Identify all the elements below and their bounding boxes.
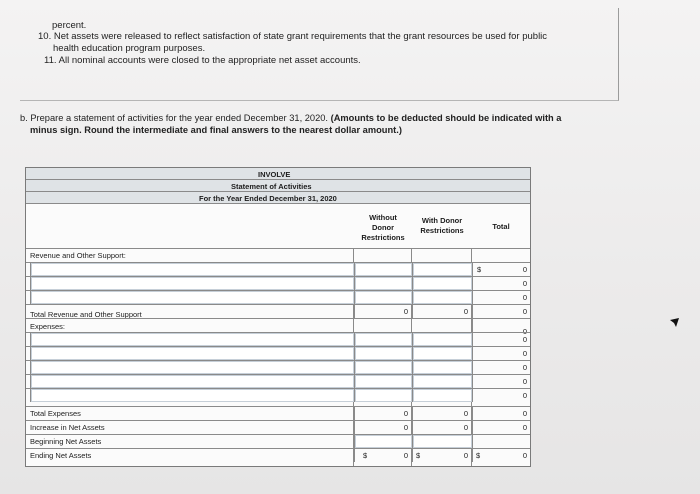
expense-label-input-2[interactable]: [30, 347, 354, 360]
expense-total-value: 0: [522, 327, 527, 336]
expense-with-input-4[interactable]: [412, 375, 472, 388]
label-total-expenses: Total Expenses: [30, 409, 81, 418]
dollar-sign: $: [477, 265, 482, 274]
label-increase-net-assets: Increase in Net Assets: [30, 423, 105, 432]
beginning-without-input[interactable]: [354, 435, 412, 448]
expense-without-input-3[interactable]: [354, 361, 412, 374]
total-expenses-total: [472, 407, 531, 420]
increase-total: [472, 421, 531, 434]
row-ending-net-assets: [26, 448, 530, 463]
beginning-total: [472, 435, 531, 448]
col-without-l3: Restrictions: [361, 233, 405, 242]
expense-label-input-3[interactable]: [30, 361, 354, 374]
table-row: [26, 262, 530, 277]
expense-total-cell-4: [472, 375, 531, 388]
expense-label-input-5[interactable]: [30, 389, 354, 402]
col-without-l2: Donor: [371, 223, 395, 232]
revenue-total-value: 0: [522, 307, 527, 316]
table-row: [26, 276, 530, 291]
ending-without-value: 0: [403, 451, 408, 460]
dollar-sign: $: [416, 451, 421, 460]
total-expenses-without: [354, 407, 412, 420]
total-revenue-with-value: 0: [463, 307, 468, 316]
revenue-label-input-3[interactable]: [30, 291, 354, 304]
revenue-total-value: 0: [522, 265, 527, 274]
table-row: [26, 388, 530, 403]
increase-without-value: 0: [403, 423, 408, 432]
table-row: [26, 374, 530, 389]
expense-total-cell-0: [472, 319, 531, 336]
instruction: [20, 112, 561, 136]
row-beginning-net-assets: [26, 434, 530, 449]
ending-total-value: 0: [522, 451, 527, 460]
expense-total-value: 0: [522, 349, 527, 358]
label-expenses-header: Expenses:: [30, 322, 66, 331]
total-expenses-with: [412, 407, 472, 420]
revenue-total-value: 0: [522, 293, 527, 302]
col-with-l1: With Donor: [421, 216, 463, 225]
row-total-expenses: [26, 406, 530, 421]
total-expenses-with-value: 0: [463, 409, 468, 418]
expense-total-value: 0: [522, 363, 527, 372]
row-expenses-header: [26, 318, 530, 336]
label-beginning-net-assets: Beginning Net Assets: [30, 437, 102, 446]
expense-without-input-4[interactable]: [354, 375, 412, 388]
expense-without-input-5[interactable]: [354, 389, 412, 402]
entity-name: INVOLVE: [258, 170, 291, 179]
beginning-with-input[interactable]: [412, 435, 472, 448]
row-revenue-header: [26, 248, 530, 263]
expense-with-input-1[interactable]: [412, 333, 472, 346]
label-ending-net-assets: Ending Net Assets: [30, 451, 92, 460]
increase-with-value: 0: [463, 423, 468, 432]
dollar-sign: $: [476, 451, 481, 460]
ending-without: [354, 449, 412, 462]
row-total-revenue: [26, 304, 530, 319]
cursor-arrow-icon: [670, 318, 680, 328]
statement-period: For the Year Ended December 31, 2020: [199, 194, 337, 203]
revenue-label-input-2[interactable]: [30, 277, 354, 290]
label-total-revenue: Total Revenue and Other Support: [30, 310, 142, 319]
table-row: [26, 360, 530, 375]
col-with-l2: Restrictions: [420, 226, 464, 235]
dollar-sign: $: [363, 451, 368, 460]
col-without-l1: Without: [369, 213, 397, 222]
total-revenue-without-value: 0: [403, 307, 408, 316]
ending-with: [412, 449, 472, 462]
table-row: [26, 290, 530, 305]
item-11: 11. All nominal accounts were closed to the appropriate net asset accounts.: [44, 55, 361, 66]
revenue-with-input-2[interactable]: [412, 277, 472, 290]
revenue-without-input-1[interactable]: [354, 263, 412, 276]
line-percent: percent.: [52, 20, 87, 31]
increase-with: [412, 421, 472, 434]
revenue-without-input-2[interactable]: [354, 277, 412, 290]
expense-total-cell-1: [472, 333, 531, 346]
expense-total-value: 0: [522, 377, 527, 386]
table-row: [26, 346, 530, 361]
revenue-total-cell-1: [472, 263, 531, 276]
expense-total-cell-3: [472, 361, 531, 374]
expense-without-input-1[interactable]: [354, 333, 412, 346]
instruction-plain: b. Prepare a statement of activities for the year ended December 31, 2020.: [20, 113, 331, 123]
expense-without-input-2[interactable]: [354, 347, 412, 360]
expense-label-input-1[interactable]: [30, 333, 354, 346]
expense-total-value: 0: [522, 391, 527, 400]
revenue-without-input-3[interactable]: [354, 291, 412, 304]
expense-total-value: 0: [522, 335, 527, 344]
instruction-bold-2: minus sign. Round the intermediate and final answers to the nearest dollar amount.): [30, 125, 402, 135]
item-10-cont: health education program purposes.: [53, 43, 206, 54]
total-expenses-total-value: 0: [522, 409, 527, 418]
expense-label-input-4[interactable]: [30, 375, 354, 388]
revenue-label-input-1[interactable]: [30, 263, 354, 276]
revenue-with-input-1[interactable]: [412, 263, 472, 276]
label-revenue-header: Revenue and Other Support:: [30, 251, 126, 260]
ending-with-value: 0: [463, 451, 468, 460]
statement-of-activities-table: [25, 167, 531, 467]
problem-text-box: [20, 8, 619, 101]
expense-with-input-5[interactable]: [412, 389, 472, 402]
increase-total-value: 0: [522, 423, 527, 432]
revenue-with-input-3[interactable]: [412, 291, 472, 304]
col-header-with-donor: [412, 216, 472, 236]
revenue-total-value: 0: [522, 279, 527, 288]
row-increase-net-assets: [26, 420, 530, 435]
col-header-total: Total: [492, 222, 510, 231]
ending-total: [472, 449, 531, 462]
revenue-total-cell-2: [472, 277, 531, 290]
expense-total-cell-2: [472, 347, 531, 360]
table-row: [26, 332, 530, 347]
increase-without: [354, 421, 412, 434]
total-expenses-without-value: 0: [403, 409, 408, 418]
expense-total-cell-5: [472, 389, 531, 402]
instruction-bold-1: (Amounts to be deducted should be indicated with a: [330, 113, 562, 123]
statement-title: Statement of Activities: [231, 182, 312, 191]
expense-with-input-2[interactable]: [412, 347, 472, 360]
col-header-without-donor: [354, 213, 412, 243]
item-10: 10. Net assets were released to reflect satisfaction of state grant requirements that the grant resources be used for public: [38, 31, 548, 42]
expense-with-input-3[interactable]: [412, 361, 472, 374]
revenue-total-cell-3: [472, 291, 531, 304]
